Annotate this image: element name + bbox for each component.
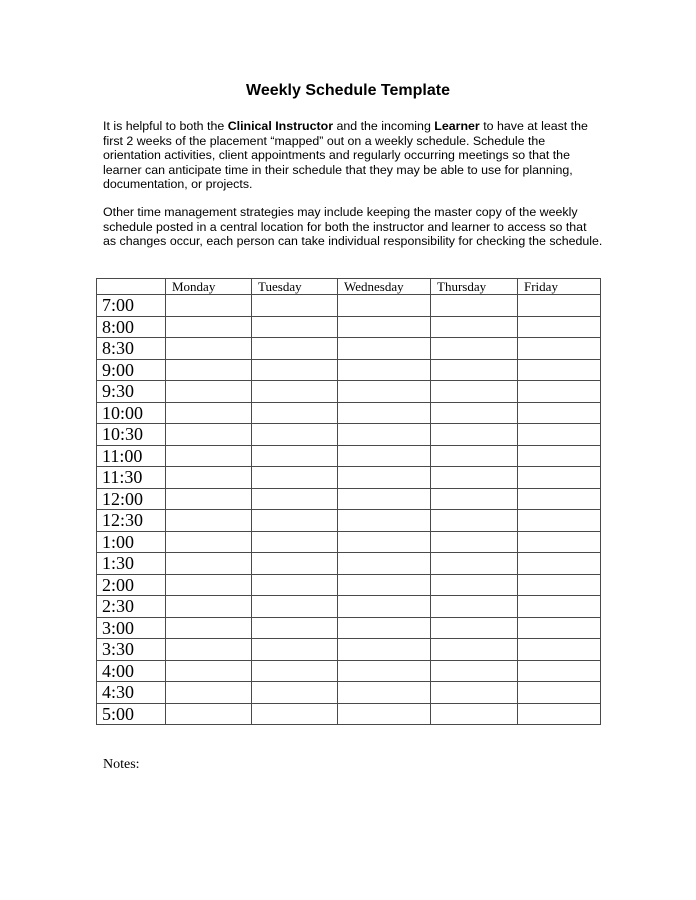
schedule-cell[interactable] [518, 703, 601, 725]
schedule-cell[interactable] [431, 531, 518, 553]
schedule-cell[interactable] [252, 553, 338, 575]
schedule-cell[interactable] [166, 531, 252, 553]
time-slot-label: 8:00 [97, 316, 166, 338]
schedule-cell[interactable] [518, 338, 601, 360]
time-slot-label: 2:00 [97, 574, 166, 596]
schedule-cell[interactable] [338, 531, 431, 553]
schedule-cell[interactable] [518, 553, 601, 575]
schedule-cell[interactable] [166, 467, 252, 489]
intro-text-3: to have at least the first 2 weeks of the placement “mapped” out on a weekly schedule. Schedule the orientation activities, client appointments and regularly occurring meetings so that the learner can anticipate time in their schedule that they may be able to use for planning, documentation, or projects. [103, 119, 588, 192]
schedule-cell[interactable] [431, 359, 518, 381]
schedule-cell[interactable] [166, 617, 252, 639]
table-row [97, 553, 601, 575]
schedule-cell[interactable] [431, 467, 518, 489]
schedule-cell[interactable] [431, 338, 518, 360]
time-slot-label: 2:30 [97, 596, 166, 618]
table-row [97, 359, 601, 381]
schedule-cell[interactable] [166, 639, 252, 661]
schedule-cell[interactable] [518, 445, 601, 467]
table-row [97, 510, 601, 532]
schedule-cell[interactable] [431, 703, 518, 725]
schedule-cell[interactable] [431, 596, 518, 618]
intro-paragraph [103, 119, 603, 192]
schedule-cell[interactable] [431, 488, 518, 510]
schedule-cell[interactable] [166, 445, 252, 467]
table-row [97, 703, 601, 725]
clinical-instructor-bold: Clinical Instructor [227, 119, 334, 133]
schedule-cell[interactable] [166, 596, 252, 618]
intro-text-2: and the incoming [333, 119, 435, 133]
time-slot-label: 3:30 [97, 639, 166, 661]
table-row [97, 660, 601, 682]
schedule-cell[interactable] [338, 402, 431, 424]
schedule-cell[interactable] [518, 531, 601, 553]
time-slot-label: 9:30 [97, 381, 166, 403]
schedule-cell[interactable] [518, 639, 601, 661]
schedule-cell[interactable] [166, 359, 252, 381]
day-header: Monday [166, 279, 252, 295]
schedule-cell[interactable] [338, 682, 431, 704]
schedule-cell[interactable] [431, 682, 518, 704]
schedule-cell[interactable] [518, 295, 601, 317]
time-slot-label: 3:00 [97, 617, 166, 639]
table-row [97, 617, 601, 639]
time-slot-label: 4:30 [97, 682, 166, 704]
schedule-cell[interactable] [252, 682, 338, 704]
time-slot-label: 12:00 [97, 488, 166, 510]
schedule-cell[interactable] [166, 553, 252, 575]
schedule-cell[interactable] [166, 295, 252, 317]
schedule-cell[interactable] [338, 467, 431, 489]
schedule-cell[interactable] [166, 510, 252, 532]
schedule-cell[interactable] [518, 682, 601, 704]
schedule-cell[interactable] [166, 316, 252, 338]
schedule-cell[interactable] [518, 596, 601, 618]
schedule-cell[interactable] [252, 510, 338, 532]
schedule-cell[interactable] [431, 424, 518, 446]
time-slot-label: 11:00 [97, 445, 166, 467]
table-row [97, 381, 601, 403]
learner-bold: Learner [434, 119, 480, 133]
schedule-cell[interactable] [431, 639, 518, 661]
schedule-cell[interactable] [252, 467, 338, 489]
schedule-cell[interactable] [518, 510, 601, 532]
schedule-cell[interactable] [338, 359, 431, 381]
schedule-cell[interactable] [166, 703, 252, 725]
schedule-cell[interactable] [338, 660, 431, 682]
schedule-cell[interactable] [338, 703, 431, 725]
schedule-cell[interactable] [518, 424, 601, 446]
day-header: Friday [518, 279, 601, 295]
schedule-cell[interactable] [166, 660, 252, 682]
table-row [97, 338, 601, 360]
time-slot-label: 4:00 [97, 660, 166, 682]
time-slot-label: 1:30 [97, 553, 166, 575]
schedule-cell[interactable] [166, 424, 252, 446]
schedule-cell[interactable] [431, 316, 518, 338]
time-slot-label: 9:00 [97, 359, 166, 381]
schedule-cell[interactable] [338, 617, 431, 639]
schedule-body [97, 295, 601, 725]
schedule-cell[interactable] [252, 574, 338, 596]
day-header: Thursday [431, 279, 518, 295]
schedule-cell[interactable] [252, 703, 338, 725]
schedule-cell[interactable] [166, 488, 252, 510]
schedule-cell[interactable] [338, 510, 431, 532]
schedule-cell[interactable] [431, 574, 518, 596]
schedule-cell[interactable] [431, 510, 518, 532]
intro-text-1: It is helpful to both the [103, 119, 228, 133]
schedule-cell[interactable] [338, 639, 431, 661]
schedule-cell[interactable] [431, 445, 518, 467]
schedule-cell[interactable] [252, 660, 338, 682]
schedule-cell[interactable] [518, 359, 601, 381]
schedule-cell[interactable] [166, 338, 252, 360]
schedule-cell[interactable] [518, 316, 601, 338]
schedule-cell[interactable] [338, 596, 431, 618]
schedule-cell[interactable] [252, 381, 338, 403]
schedule-cell[interactable] [252, 445, 338, 467]
schedule-cell[interactable] [338, 316, 431, 338]
schedule-cell[interactable] [431, 617, 518, 639]
schedule-cell[interactable] [338, 488, 431, 510]
schedule-cell[interactable] [518, 617, 601, 639]
schedule-cell[interactable] [431, 381, 518, 403]
schedule-cell[interactable] [252, 639, 338, 661]
table-row [97, 531, 601, 553]
schedule-cell[interactable] [252, 424, 338, 446]
header-row [97, 279, 601, 295]
time-slot-label: 1:00 [97, 531, 166, 553]
schedule-cell[interactable] [518, 381, 601, 403]
schedule-cell[interactable] [252, 617, 338, 639]
schedule-cell[interactable] [166, 574, 252, 596]
schedule-cell[interactable] [518, 488, 601, 510]
schedule-cell[interactable] [338, 574, 431, 596]
schedule-cell[interactable] [252, 531, 338, 553]
table-row [97, 424, 601, 446]
schedule-cell[interactable] [338, 553, 431, 575]
schedule-cell[interactable] [431, 402, 518, 424]
weekly-schedule-table [96, 278, 601, 725]
schedule-cell[interactable] [518, 574, 601, 596]
schedule-cell[interactable] [166, 682, 252, 704]
schedule-cell[interactable] [252, 596, 338, 618]
table-row [97, 467, 601, 489]
page-title: Weekly Schedule Template [246, 82, 450, 99]
schedule-cell[interactable] [431, 660, 518, 682]
table-row [97, 596, 601, 618]
schedule-cell[interactable] [431, 295, 518, 317]
notes-label: Notes: [103, 757, 140, 772]
strategies-paragraph: Other time management strategies may include keeping the master copy of the weekly schedule posted in a central location for both the instructor and learner to access so that as changes occur, each person can take individual responsibility for checking the schedule. [103, 205, 603, 249]
schedule-cell[interactable] [338, 445, 431, 467]
time-header-cell [97, 279, 166, 295]
table-row [97, 316, 601, 338]
schedule-cell[interactable] [338, 381, 431, 403]
schedule-cell[interactable] [518, 467, 601, 489]
schedule-cell[interactable] [166, 381, 252, 403]
schedule-cell[interactable] [252, 488, 338, 510]
schedule-cell[interactable] [338, 295, 431, 317]
time-slot-label: 5:00 [97, 703, 166, 725]
time-slot-label: 10:00 [97, 402, 166, 424]
table-row [97, 402, 601, 424]
schedule-cell[interactable] [252, 338, 338, 360]
time-slot-label: 10:30 [97, 424, 166, 446]
schedule-cell[interactable] [166, 402, 252, 424]
table-row [97, 639, 601, 661]
time-slot-label: 7:00 [97, 295, 166, 317]
table-row [97, 488, 601, 510]
schedule-cell[interactable] [252, 295, 338, 317]
table-row [97, 445, 601, 467]
schedule-cell[interactable] [338, 424, 431, 446]
schedule-cell[interactable] [252, 402, 338, 424]
time-slot-label: 8:30 [97, 338, 166, 360]
time-slot-label: 11:30 [97, 467, 166, 489]
schedule-cell[interactable] [518, 402, 601, 424]
day-header: Wednesday [338, 279, 431, 295]
schedule-cell[interactable] [338, 338, 431, 360]
time-slot-label: 12:30 [97, 510, 166, 532]
day-header: Tuesday [252, 279, 338, 295]
table-row [97, 574, 601, 596]
schedule-cell[interactable] [518, 660, 601, 682]
schedule-cell[interactable] [252, 316, 338, 338]
table-row [97, 295, 601, 317]
schedule-cell[interactable] [252, 359, 338, 381]
table-row [97, 682, 601, 704]
schedule-cell[interactable] [431, 553, 518, 575]
